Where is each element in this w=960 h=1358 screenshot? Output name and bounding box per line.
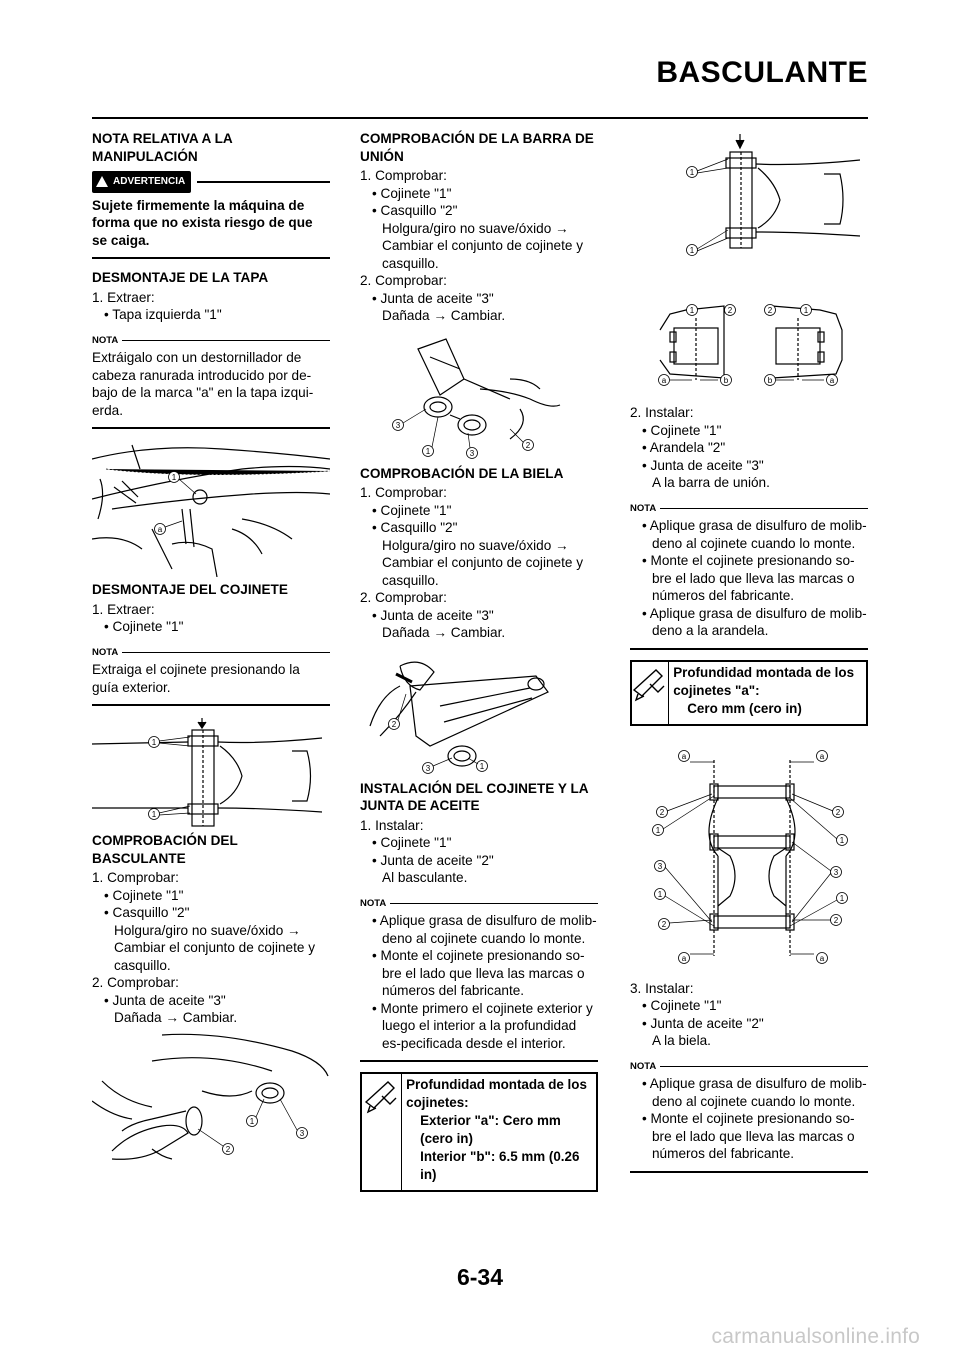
label-1: 1 bbox=[689, 306, 695, 315]
item: • Tapa izquierda "1" bbox=[104, 307, 222, 322]
step: 1. Comprobar: bbox=[360, 168, 447, 183]
condition: Holgura/giro no suave/óxido → bbox=[382, 537, 569, 553]
spec-value: Exterior "a": Cero mm (cero in) bbox=[420, 1113, 561, 1146]
step: 1. Comprobar: bbox=[92, 870, 179, 885]
caliper-icon bbox=[362, 1074, 402, 1190]
warning-header bbox=[92, 171, 330, 193]
nota-label: NOTA bbox=[630, 502, 657, 514]
label-2: 2 bbox=[833, 915, 839, 925]
target: A la biela. bbox=[652, 1033, 711, 1048]
note-bullet: • Monte el cojinete presionando so-bre el lado que lleva las marcas o números del fabricante. bbox=[642, 1111, 855, 1161]
label-1: 1 bbox=[803, 306, 809, 315]
label-a: a bbox=[661, 376, 667, 385]
spec-value: Interior "b": 6.5 mm (0.26 in) bbox=[420, 1149, 580, 1182]
footer-watermark: carmanualsonline.info bbox=[711, 1325, 920, 1348]
item: • Cojinete "1" bbox=[372, 835, 452, 850]
swingarm-check-figure bbox=[92, 1031, 330, 1163]
step: 1. Extraer: bbox=[92, 601, 155, 617]
step: 1. Extraer: bbox=[92, 289, 155, 305]
section-title: DESMONTAJE DEL COJINETE bbox=[92, 582, 288, 597]
warning-label: ADVERTENCIA bbox=[113, 176, 186, 187]
label-1: 1 bbox=[171, 473, 177, 482]
item: • Cojinete "1" bbox=[642, 998, 722, 1013]
nota-label: NOTA bbox=[360, 897, 387, 909]
note-text: Extráigalo con un destornillador de cabeza ranurada introducido por de-bajo de la marca "a" en la tapa izqui-erda. bbox=[92, 350, 314, 418]
nota-label: NOTA bbox=[630, 1060, 657, 1072]
column-2 bbox=[360, 130, 598, 1192]
item: • Junta de aceite "2" bbox=[372, 852, 494, 868]
item: • Casquillo "2" bbox=[372, 520, 458, 535]
nota-header bbox=[92, 332, 330, 350]
condition: Holgura/giro no suave/óxido → bbox=[114, 922, 301, 938]
label-1: 1 bbox=[151, 810, 157, 819]
note-bullet: • Monte primero el cojinete exterior y luego el interior a la profundidad es-pecificada desde el interior. bbox=[372, 1000, 593, 1051]
divider bbox=[360, 1060, 598, 1062]
divider bbox=[630, 648, 868, 650]
label-a: a bbox=[157, 525, 163, 534]
label-1: 1 bbox=[839, 835, 845, 845]
label-2: 2 bbox=[225, 1144, 231, 1154]
step: 3. Instalar: bbox=[630, 980, 694, 996]
item: • Cojinete "1" bbox=[372, 502, 452, 518]
label-1: 1 bbox=[839, 893, 845, 903]
nota-header bbox=[630, 1058, 868, 1076]
spec-box bbox=[630, 660, 868, 726]
column-3 bbox=[630, 130, 868, 1183]
condition: Holgura/giro no suave/óxido → bbox=[382, 220, 569, 236]
label-1: 1 bbox=[657, 889, 663, 899]
action: Cambiar el conjunto de cojinete y casquillo. bbox=[382, 555, 583, 588]
link-bar-figure bbox=[360, 329, 598, 461]
label-a: a bbox=[819, 953, 825, 963]
label-1: 1 bbox=[151, 738, 157, 747]
item: • Casquillo "2" bbox=[372, 203, 458, 218]
spec-title: Profundidad montada de los cojinetes "a": bbox=[673, 664, 855, 698]
caliper-icon bbox=[632, 662, 669, 724]
label-3: 3 bbox=[425, 763, 431, 773]
warning-rule bbox=[197, 181, 330, 183]
action: Cambiar el conjunto de cojinete y casquillo. bbox=[114, 940, 315, 973]
item: • Arandela "2" bbox=[642, 440, 726, 455]
divider bbox=[92, 257, 330, 259]
label-1: 1 bbox=[655, 825, 661, 835]
action: Cambiar el conjunto de cojinete y casquillo. bbox=[382, 238, 583, 271]
note-bullet: • Aplique grasa de disulfuro de molib-deno a la arandela. bbox=[642, 605, 867, 638]
connecting-rod-figure bbox=[360, 646, 598, 776]
label-1: 1 bbox=[479, 761, 485, 771]
section-title: NOTA RELATIVA A LA MANIPULACIÓN bbox=[92, 131, 233, 164]
label-b: b bbox=[767, 376, 773, 385]
label-a: a bbox=[681, 953, 687, 963]
note-bullet: • Aplique grasa de disulfuro de molib-deno al cojinete cuando lo monte. bbox=[372, 913, 597, 946]
step: 2. Comprobar: bbox=[92, 975, 179, 990]
label-2: 2 bbox=[661, 919, 667, 929]
condition: Dañada → Cambiar. bbox=[382, 625, 506, 640]
item: • Cojinete "1" bbox=[104, 887, 184, 903]
label-a: a bbox=[819, 751, 825, 761]
label-3: 3 bbox=[469, 448, 475, 458]
page-number: 6-34 bbox=[456, 1264, 504, 1290]
bearing-removal-figure bbox=[92, 716, 330, 828]
header-rule bbox=[92, 117, 868, 119]
condition: Dañada → Cambiar. bbox=[114, 1010, 238, 1025]
label-b: b bbox=[723, 376, 729, 385]
spec-value: Cero mm (cero in) bbox=[687, 700, 802, 716]
item: • Junta de aceite "2" bbox=[642, 1015, 764, 1031]
spec-box bbox=[360, 1072, 598, 1192]
column-1 bbox=[92, 130, 330, 1167]
divider bbox=[92, 704, 330, 706]
label-a: a bbox=[829, 376, 835, 385]
page-title: BASCULANTE bbox=[656, 56, 868, 89]
label-2: 2 bbox=[835, 807, 841, 817]
nota-label: NOTA bbox=[92, 646, 119, 658]
label-1: 1 bbox=[689, 246, 695, 255]
item: • Cojinete "1" bbox=[372, 185, 452, 201]
section-title: COMPROBACIÓN DEL BASCULANTE bbox=[92, 833, 238, 866]
section-title: COMPROBACIÓN DE LA BARRA DE UNIÓN bbox=[360, 131, 594, 164]
step: 2. Comprobar: bbox=[360, 273, 447, 288]
label-2: 2 bbox=[525, 440, 531, 450]
warning-badge bbox=[92, 171, 191, 193]
warning-text: Sujete firmemente la máquina de forma que no exista riesgo de que se caiga. bbox=[92, 197, 313, 248]
target: A la barra de unión. bbox=[652, 475, 770, 490]
link-bar-bearing-figure bbox=[630, 130, 868, 400]
section-title: INSTALACIÓN DEL COJINETE Y LA JUNTA DE ACEITE bbox=[360, 780, 589, 813]
item: • Cojinete "1" bbox=[104, 619, 184, 634]
label-2: 2 bbox=[767, 306, 773, 315]
label-2: 2 bbox=[727, 306, 733, 315]
connecting-rod-bearing-figure bbox=[630, 736, 868, 976]
nota-label: NOTA bbox=[92, 334, 119, 346]
note-text: Extraiga el cojinete presionando la guía exterior. bbox=[92, 662, 300, 695]
section-title: COMPROBACIÓN DE LA BIELA bbox=[360, 465, 564, 481]
cover-removal-figure bbox=[92, 439, 330, 577]
spec-title: Profundidad montada de los cojinetes: bbox=[406, 1077, 587, 1110]
label-1: 1 bbox=[249, 1116, 255, 1126]
label-1: 1 bbox=[689, 168, 695, 177]
label-3: 3 bbox=[299, 1128, 305, 1138]
item: • Junta de aceite "3" bbox=[372, 607, 494, 623]
item: • Junta de aceite "3" bbox=[372, 290, 494, 306]
label-2: 2 bbox=[391, 719, 397, 729]
nota-header bbox=[630, 500, 868, 518]
warning-icon bbox=[96, 176, 108, 187]
label-2: 2 bbox=[659, 807, 665, 817]
item: • Junta de aceite "3" bbox=[104, 992, 226, 1008]
target: Al basculante. bbox=[382, 870, 468, 885]
note-bullet: • Monte el cojinete presionando so-bre el lado que lleva las marcas o números del fabricante. bbox=[372, 948, 585, 998]
note-bullet: • Aplique grasa de disulfuro de molib-deno al cojinete cuando lo monte. bbox=[642, 1076, 867, 1109]
note-bullet: • Aplique grasa de disulfuro de molib-deno al cojinete cuando lo monte. bbox=[642, 518, 867, 551]
divider bbox=[630, 1171, 868, 1173]
nota-header bbox=[360, 895, 598, 913]
item: • Casquillo "2" bbox=[104, 905, 190, 920]
step: 2. Instalar: bbox=[630, 405, 694, 420]
nota-header bbox=[92, 644, 330, 662]
label-1: 1 bbox=[425, 446, 431, 456]
label-a: a bbox=[681, 751, 687, 761]
item: • Junta de aceite "3" bbox=[642, 457, 764, 473]
step: 2. Comprobar: bbox=[360, 590, 447, 605]
divider bbox=[92, 427, 330, 429]
section-title: DESMONTAJE DE LA TAPA bbox=[92, 270, 269, 285]
label-3: 3 bbox=[395, 420, 401, 430]
label-3: 3 bbox=[657, 861, 663, 871]
condition: Dañada → Cambiar. bbox=[382, 308, 506, 323]
label-3: 3 bbox=[833, 867, 839, 877]
note-bullet: • Monte el cojinete presionando so-bre el lado que lleva las marcas o números del fabricante. bbox=[642, 553, 855, 603]
step: 1. Instalar: bbox=[360, 817, 424, 833]
step: 1. Comprobar: bbox=[360, 485, 447, 500]
item: • Cojinete "1" bbox=[642, 422, 722, 438]
